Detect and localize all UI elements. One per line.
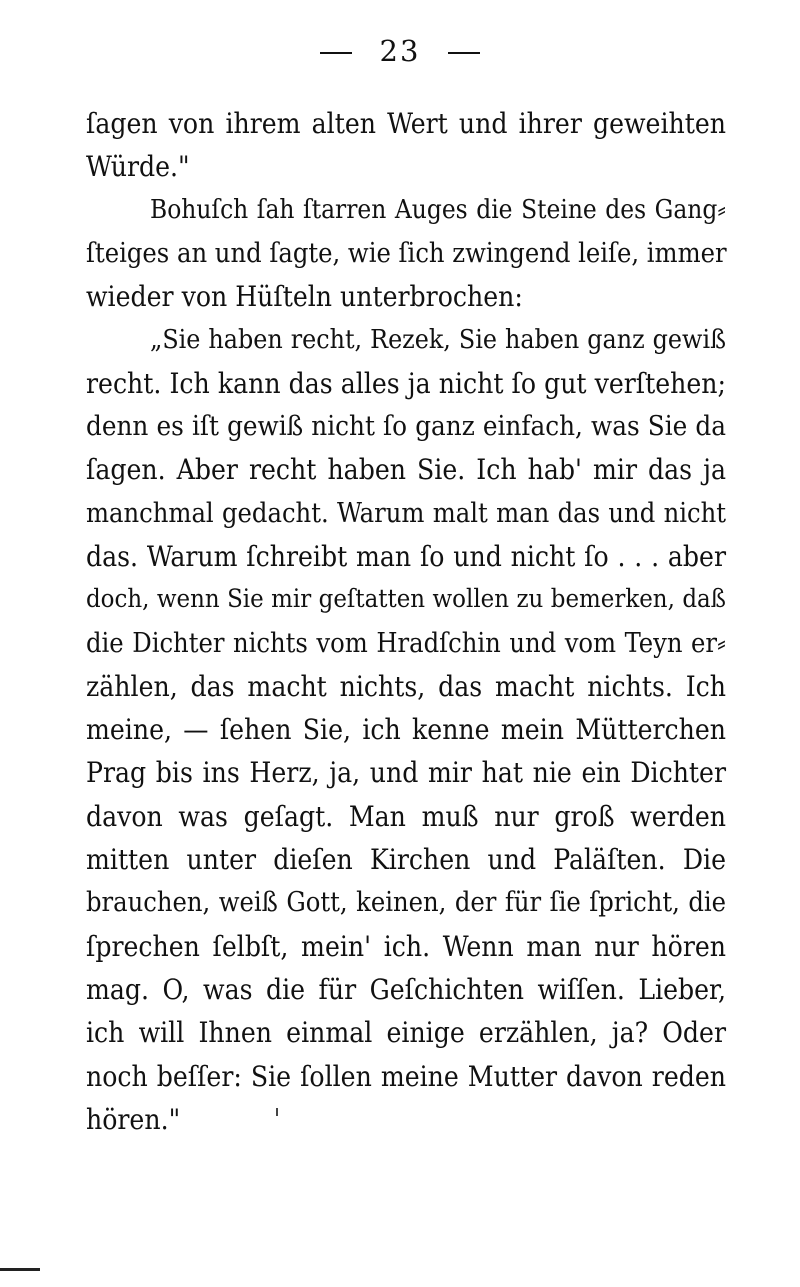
text-line: manchmal gedacht. Warum malt man das und nicht (86, 497, 726, 529)
text-line: zählen, das macht nichts, das macht nichts. Ich (86, 669, 726, 703)
text-line: ſprechen ſelbſt, mein' ich. Wenn man nur hören (86, 929, 726, 963)
text-line: davon was geſagt. Man muß nur groß werden (86, 799, 726, 833)
text-line: recht. Ich kann das alles ja nicht ſo gut verſtehen; (86, 366, 726, 400)
scan-artifact (0, 1268, 40, 1271)
text-line: das. Warum ſchreibt man ſo und nicht ſo . . . aber (86, 539, 726, 573)
text-line: ſagen von ihrem alten Wert und ihrer geweihten (86, 107, 726, 140)
header-dash-right (448, 52, 480, 54)
text-line: ſagen. Aber recht haben Sie. Ich hab' mir das ja (86, 453, 726, 487)
text-line: ſteiges an und ſagte, wie ſich zwingend leiſe, immer (86, 237, 727, 269)
text-line: wieder von Hüſteln unterbrochen: (86, 280, 523, 314)
body-text (86, 102, 726, 1141)
text-line: brauchen, weiß Gott, keinen, der für ſie ſpricht, die (86, 887, 726, 919)
text-line: „Sie haben recht, Rezek, Sie haben ganz gewiß (150, 324, 726, 356)
text-line: mag. O, was die für Geſchichten wiſſen. Lieber, (86, 972, 726, 1006)
text-line: die Dichter nichts vom Hradſchin und vom Teyn er⸗ (86, 627, 726, 659)
text-line: Würde." (86, 150, 190, 184)
text-line: Prag bis ins Herz, ja, und mir hat nie ein Dichter (86, 756, 726, 790)
text-line: mitten unter dieſen Kirchen und Paläſten. Die (86, 843, 726, 877)
page-number: 23 (379, 34, 421, 68)
text-line: noch beſſer: Sie ſollen meine Mutter davon reden (86, 1059, 726, 1093)
header-dash-left (320, 52, 352, 54)
ink-speck (276, 1108, 278, 1116)
page-header (0, 34, 800, 68)
text-line: meine, — ſehen Sie, ich kenne mein Mütterchen (86, 713, 726, 747)
text-line: Bohuſch ſah ſtarren Auges die Steine des Gang⸗ (150, 194, 726, 225)
text-line: denn es iſt gewiß nicht ſo ganz einfach, was Sie da (86, 410, 726, 443)
text-line: ich will Ihnen einmal einige erzählen, ja? Oder (86, 1016, 726, 1050)
text-line: hören." (86, 1102, 181, 1136)
text-line: doch, wenn Sie mir geſtatten wollen zu bemerken, daß (86, 584, 726, 615)
